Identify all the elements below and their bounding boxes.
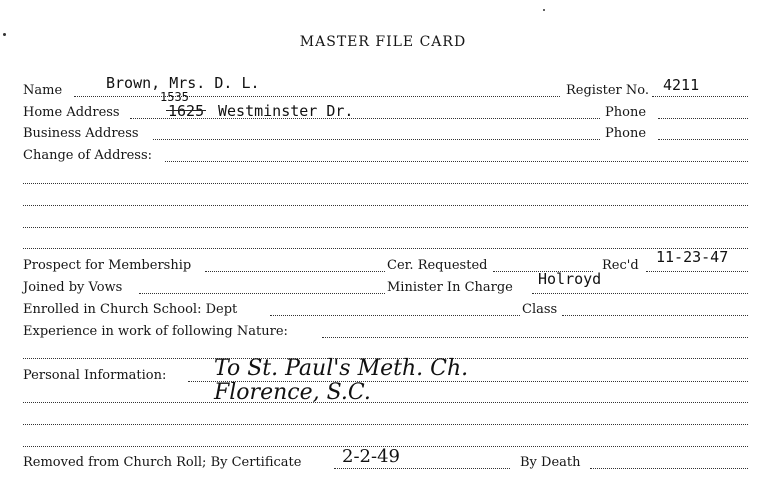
- home-address-label: Home Address: [23, 105, 120, 120]
- blank-line: [23, 402, 748, 403]
- by-certificate-handwriting: 2-2-49: [342, 446, 400, 467]
- by-death-label: By Death: [520, 455, 581, 470]
- home-phone-label: Phone: [605, 105, 647, 120]
- home-address-correction: 1535: [160, 90, 189, 104]
- name-label: Name: [23, 83, 63, 98]
- joined-by-vows-label: Joined by Vows: [23, 280, 123, 295]
- recd-value: 11-23-47: [656, 248, 729, 266]
- by-certificate-line: [334, 468, 510, 469]
- business-address-label: Business Address: [23, 126, 139, 141]
- joined-by-vows-line: [139, 293, 385, 294]
- prospect-line: [205, 271, 385, 272]
- blank-line: [23, 183, 748, 184]
- business-address-line: [153, 139, 600, 140]
- register-no-value: 4211: [663, 76, 700, 94]
- blank-line: [23, 227, 748, 228]
- enrolled-line: [270, 315, 520, 316]
- business-phone-label: Phone: [605, 126, 647, 141]
- home-address-struck-number: 1625: [168, 102, 205, 120]
- class-line: [562, 315, 748, 316]
- strikethrough: [166, 110, 206, 111]
- home-address-value: Westminster Dr.: [218, 102, 354, 120]
- minister-in-charge-line: [532, 293, 748, 294]
- personal-info-handwriting-2: Florence, S.C.: [214, 380, 371, 405]
- minister-in-charge-label: Minister In Charge: [387, 280, 513, 295]
- ink-speck: [543, 9, 545, 11]
- blank-line: [23, 205, 748, 206]
- removed-label: Removed from Church Roll; By Certificate: [23, 455, 302, 470]
- minister-in-charge-value: Holroyd: [538, 270, 602, 288]
- experience-line: [322, 337, 748, 338]
- name-line: [74, 96, 560, 97]
- change-of-address-label: Change of Address:: [23, 148, 153, 163]
- change-of-address-line: [165, 161, 748, 162]
- personal-info-handwriting-1: To St. Paul's Meth. Ch.: [214, 356, 469, 381]
- home-phone-line: [658, 118, 748, 119]
- business-phone-line: [658, 139, 748, 140]
- prospect-label: Prospect for Membership: [23, 258, 192, 273]
- blank-line: [23, 424, 748, 425]
- blank-line: [23, 248, 748, 249]
- cer-requested-label: Cer. Requested: [387, 258, 488, 273]
- name-value: Brown, Mrs. D. L.: [106, 74, 260, 92]
- card-title: MASTER FILE CARD: [299, 34, 467, 50]
- experience-label: Experience in work of following Nature:: [23, 324, 288, 339]
- personal-info-label: Personal Information:: [23, 368, 167, 383]
- recd-label: Rec'd: [602, 258, 639, 273]
- enrolled-label: Enrolled in Church School: Dept: [23, 302, 238, 317]
- register-no-line: [652, 96, 748, 97]
- by-death-line: [590, 468, 748, 469]
- recd-line: [646, 271, 748, 272]
- class-label: Class: [522, 302, 558, 317]
- register-no-label: Register No.: [566, 83, 650, 98]
